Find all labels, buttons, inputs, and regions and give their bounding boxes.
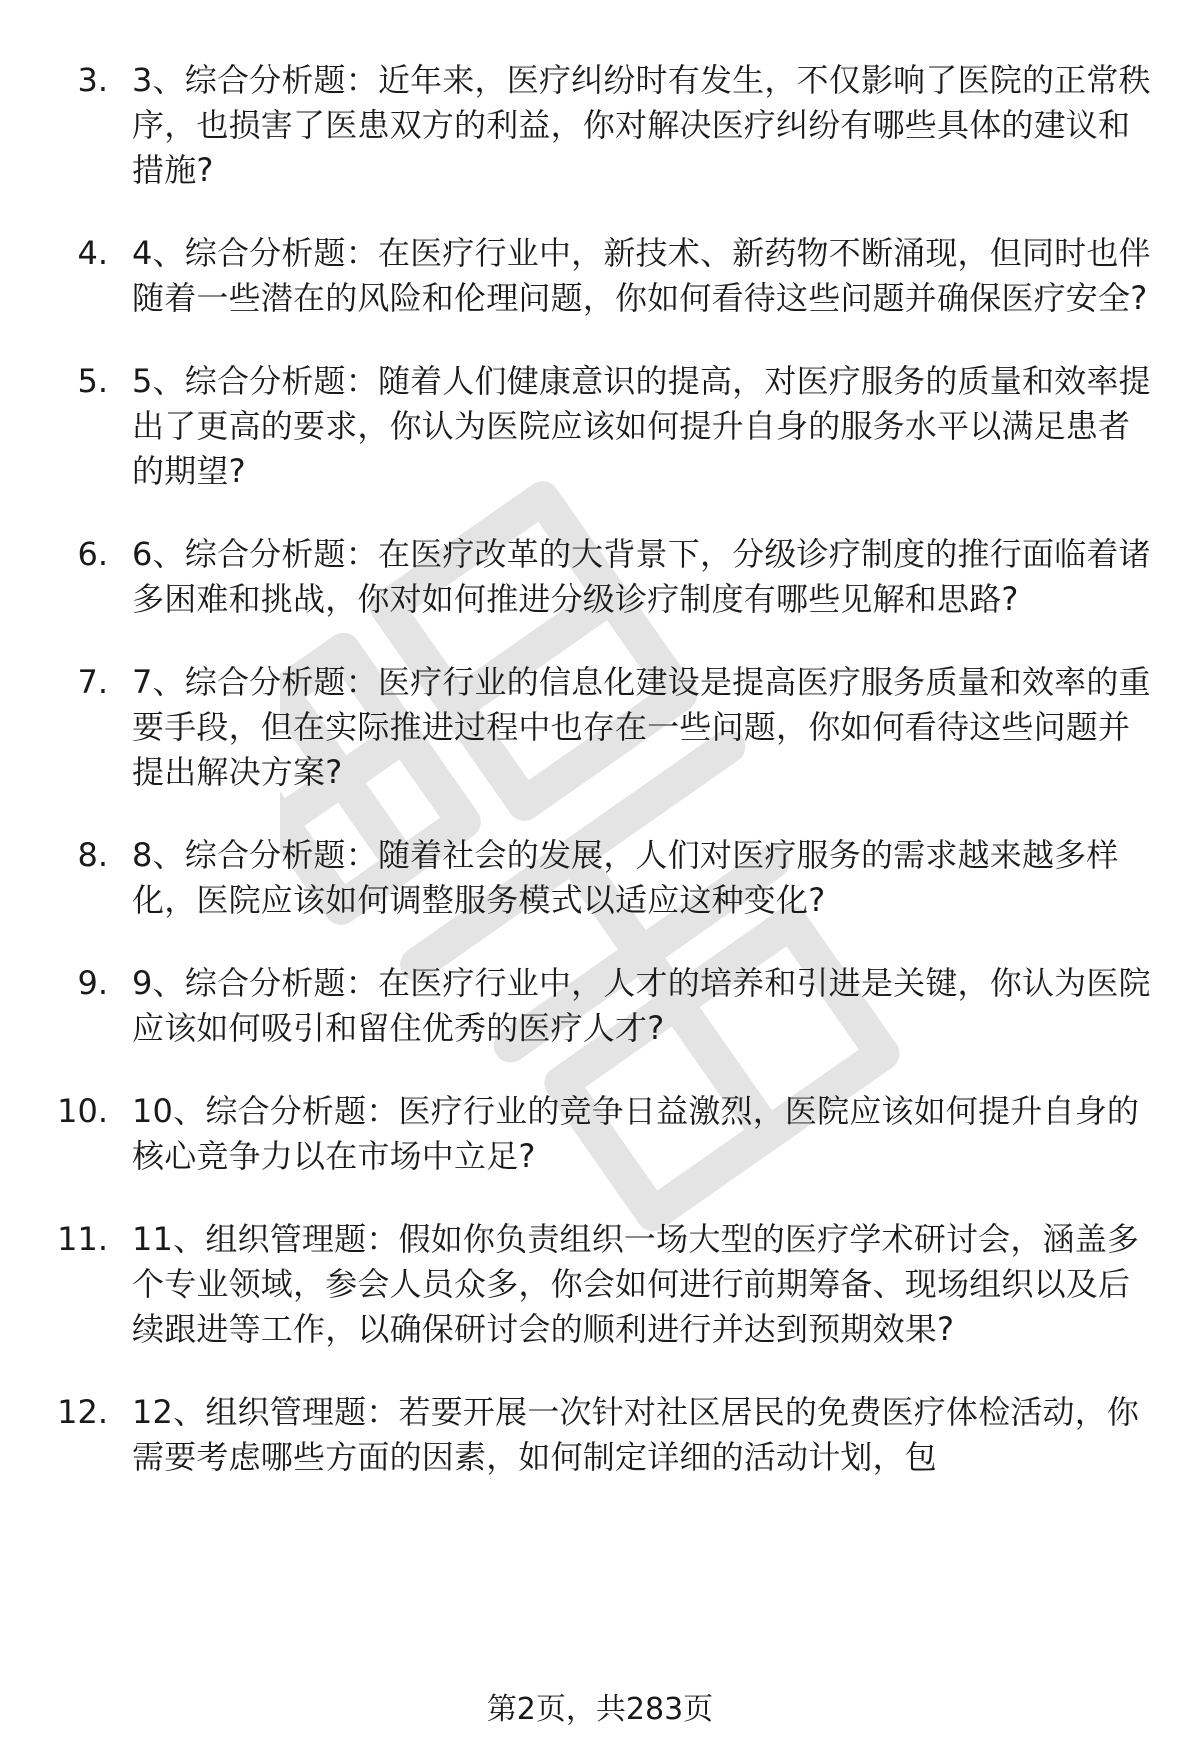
- page-footer: 第2页，共283页: [486, 1692, 714, 1727]
- question-number: 12.: [57, 1393, 108, 1431]
- question-text: 7、综合分析题：医疗行业的信息化建设是提高医疗服务质量和效率的重要手段，但在实际推进过程中也存在一些问题，你如何看待这些问题并提出解决方案?: [132, 663, 1151, 791]
- question-number: 6.: [77, 535, 108, 573]
- list-item: [0, 961, 1200, 1051]
- list-item: [0, 1217, 1200, 1352]
- question-number: 3.: [77, 61, 108, 99]
- list-item: [0, 532, 1200, 622]
- question-number: 7.: [77, 663, 108, 701]
- question-number: 10.: [57, 1092, 108, 1130]
- question-text: 3、综合分析题：近年来，医疗纠纷时有发生，不仅影响了医院的正常秩序，也损害了医患双方的利益，你对解决医疗纠纷有哪些具体的建议和措施?: [132, 61, 1151, 189]
- question-text: 5、综合分析题：随着人们健康意识的提高，对医疗服务的质量和效率提出了更高的要求，你认为医院应该如何提升自身的服务水平以满足患者的期望?: [132, 362, 1151, 490]
- list-item: [0, 1390, 1200, 1480]
- list-item: [0, 58, 1200, 193]
- question-number: 4.: [77, 234, 108, 272]
- question-number: 5.: [77, 362, 108, 400]
- question-text: 8、综合分析题：随着社会的发展，人们对医疗服务的需求越来越多样化，医院应该如何调整服务模式以适应这种变化?: [132, 836, 1119, 919]
- list-item: [0, 1089, 1200, 1179]
- question-text: 4、综合分析题：在医疗行业中，新技术、新药物不断涌现，但同时也伴随着一些潜在的风险和伦理问题，你如何看待这些问题并确保医疗安全?: [132, 234, 1151, 317]
- question-text: 12、组织管理题：若要开展一次针对社区居民的免费医疗体检活动，你需要考虑哪些方面的因素，如何制定详细的活动计划，包: [132, 1393, 1140, 1476]
- question-text: 9、综合分析题：在医疗行业中，人才的培养和引进是关键，你认为医院应该如何吸引和留住优秀的医疗人才?: [132, 964, 1151, 1047]
- list-item: [0, 231, 1200, 321]
- list-item: [0, 833, 1200, 923]
- question-text: 10、综合分析题：医疗行业的竞争日益激烈，医院应该如何提升自身的核心竞争力以在市场中立足?: [132, 1092, 1140, 1175]
- question-number: 9.: [77, 964, 108, 1002]
- list-item: [0, 359, 1200, 494]
- question-number: 8.: [77, 836, 108, 874]
- question-text: 11、组织管理题：假如你负责组织一场大型的医疗学术研讨会，涵盖多个专业领域，参会人员众多，你会如何进行前期筹备、现场组织以及后续跟进等工作，以确保研讨会的顺利进行并达到预期效果?: [132, 1220, 1140, 1348]
- question-text: 6、综合分析题：在医疗改革的大背景下，分级诊疗制度的推行面临着诸多困难和挑战，你对如何推进分级诊疗制度有哪些见解和思路?: [132, 535, 1151, 618]
- question-list: [0, 58, 1200, 1518]
- list-item: [0, 660, 1200, 795]
- question-number: 11.: [57, 1220, 108, 1258]
